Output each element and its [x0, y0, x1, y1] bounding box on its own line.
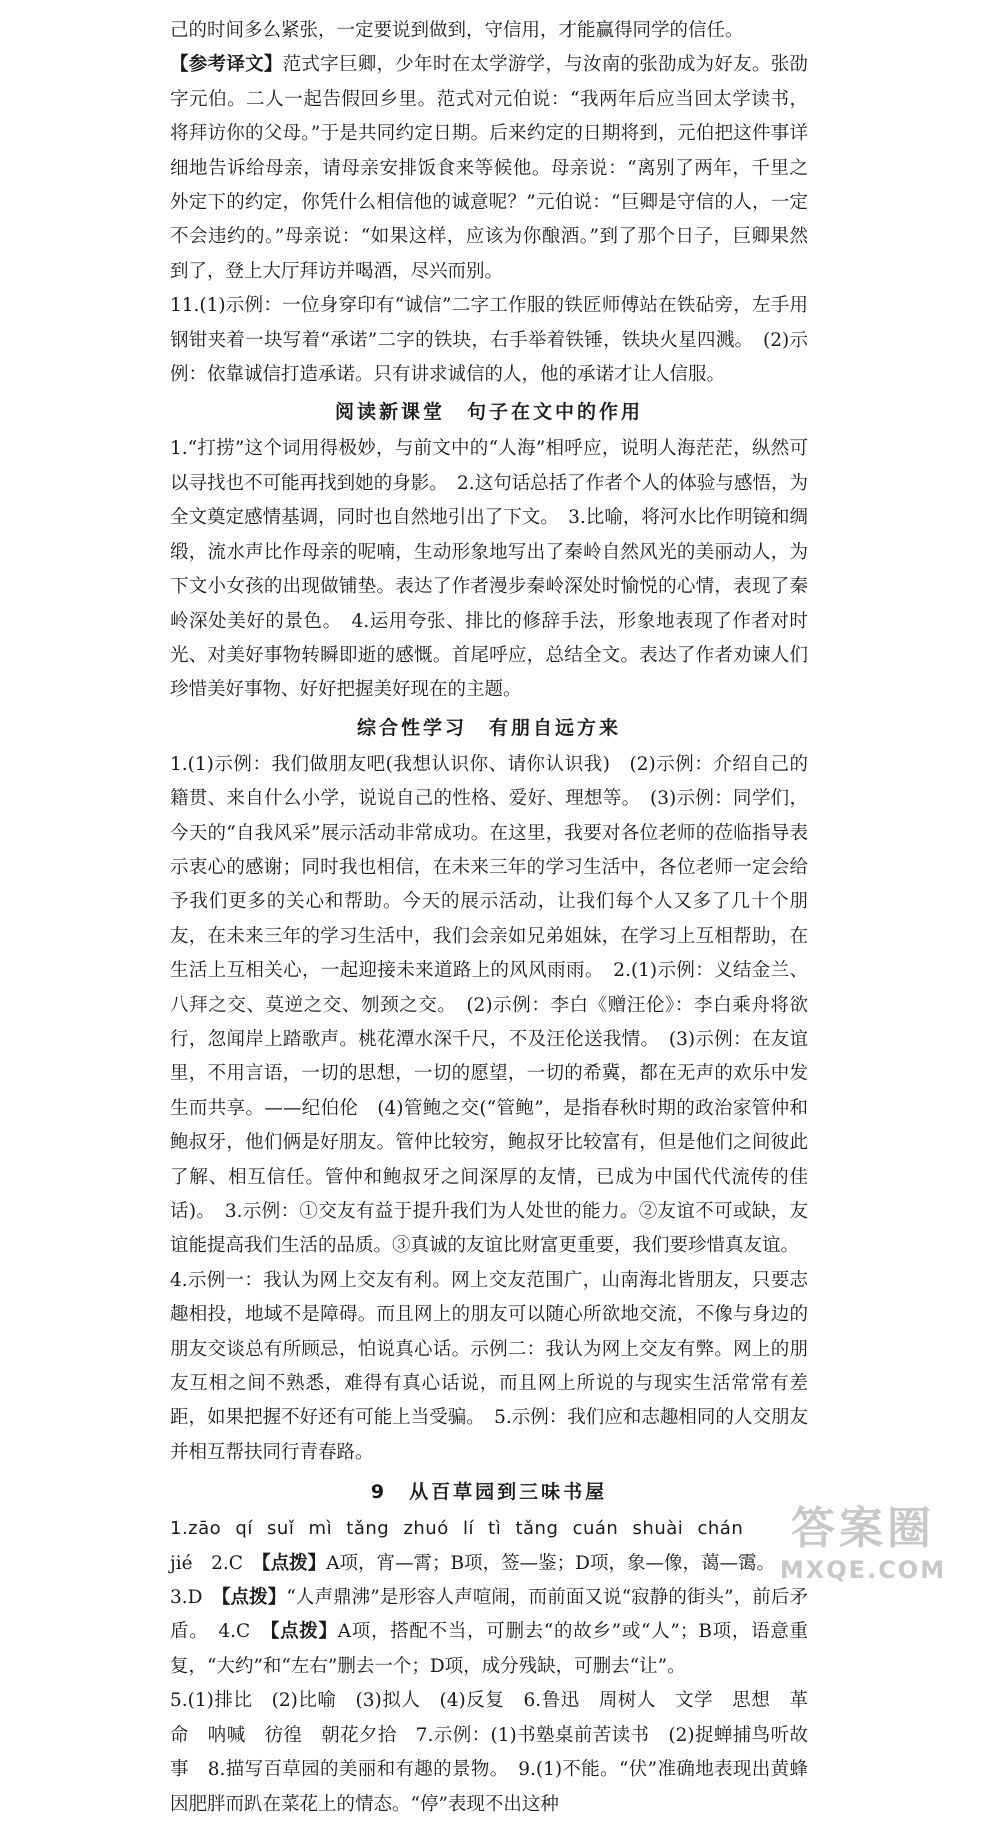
answer-paragraph: 5.(1)排比 (2)比喻 (3)拟人 (4)反复 6.鲁迅 周树人 文学 思想 革命 呐喊 彷徨 朝花夕拾 7.示例：(1)书塾桌前苦读书 (2)捉蝉捕鸟听故事 8.描写百草园的美丽和有趣的景物。 9.(1)不能。“伏”准确地表现出黄蜂因肥胖而趴在菜花上的情态。“停”表现不出这种 — [170, 1690, 808, 1815]
answer-paragraph: 1.(1)示例：我们做朋友吧(我想认识你、请你认识我) (2)示例：介绍自己的籍贯、来自什么小学，说说自己的性格、爱好、理想等。 (3)示例：同学们，今天的“自我风采”展示活动非常成功。在这里，我要对各位老师的莅临指导表示衷心的感谢；同时我也相信，在未来三年的学习生活中，各位老师一定会给予我们更多的关心和帮助。今天的展示活动，让我们每个人又多了几十个朋友，在未来三年的学习生活中，我们会亲如兄弟姐妹，在学习上互相帮助，在生活上互相关心，一起迎接未来道路上的风风雨雨。 2.(1)示例：义结金兰、八拜之交、莫逆之交、刎颈之交。 (2)示例：李白《赠汪伦》：李白乘舟将欲行，忽闻岸上踏歌声。桃花潭水深千尺，不及汪伦送我情。 (3)示例：在友谊里，不用言语，一切的思想，一切的愿望，一切的希冀，都在无声的欢乐中发生而共享。——纪伯伦 (4)管鲍之交(“管鲍”，是指春秋时期的政治家管仲和鲍叔牙，他们俩是好朋友。管仲比较穷，鲍叔牙比较富有，但是他们之间彼此了解、相互信任。管仲和鲍叔牙之间深厚的友情，已成为中国代代流传的佳话)。 3.示例：①交友有益于提升我们为人处世的能力。②友谊不可或缺，友谊能提高我们生活的品质。③真诚的友谊比财富更重要，我们要珍惜真友谊。 — [170, 753, 808, 1257]
pinyin-answer: 1.zāo qí suǐ mì tǎng zhuó lí tì tǎng cuán shuài chán — [170, 1518, 744, 1540]
answer-paragraph: 4.示例一：我认为网上交友有利。网上交友范围广，山南海北皆朋友，只要志趣相投，地域不是障碍。而且网上的朋友可以随心所欲地交流，不像与身边的朋友交谈总有所顾忌，怕说真心话。示例二：我认为网上交友有弊。网上的朋友互相之间不熟悉，难得有真心话说，而且网上所说的与现实生活常常有差距，如果把握不好还有可能上当受骗。 5.示例：我们应和志趣相同的人交朋友并相互帮扶同行青春路。 — [170, 1269, 808, 1463]
watermark-url: MXQE.COM — [779, 1556, 947, 1584]
watermark-title: 答案圈 — [791, 1503, 935, 1554]
answer-paragraph: 1.“打捞”这个词用得极妙，与前文中的“人海”相呼应，说明人海茫茫，纵然可以寻找也不可能再找到她的身影。 2.这句话总括了作者个人的体验与感悟，为全文奠定感情基调，同时也自然地引出了下文。 3.比喻，将河水比作明镜和绸缎，流水声比作母亲的呢喃，生动形象地写出了秦岭自然风光的美丽动人，为下文小女孩的出现做铺垫。表达了作者漫步秦岭深处时愉悦的心情，表现了秦岭深处美好的景色。 4.运用夸张、排比的修辞手法，形象地表现了作者对时光、对美好事物转瞬即逝的感慨。首尾呼应，总结全文。表达了作者劝谏人们珍惜美好事物、好好把握美好现在的主题。 — [170, 438, 808, 701]
section-heading: 综合性学习 有朋自远方来 — [356, 716, 621, 739]
answer-text: “人声鼎沸”是形容人声喧闹，而前面又说“寂静的街头”，前后矛盾。 4.C — [170, 1587, 808, 1643]
answer-text: jié 2.C — [170, 1552, 262, 1574]
answer-text: A项，搭配不当，可删去“的故乡”或“人”；B项，语意重复，“大约”和“左右”删去一个；D项，成分残缺，可删去“让”。 — [170, 1621, 808, 1677]
section-heading: 阅读新课堂 句子在文中的作用 — [334, 401, 643, 424]
answer-text: 3.D — [170, 1587, 222, 1609]
hint-tag: 【点拨】 — [270, 1621, 338, 1643]
answer-paragraph — [170, 1581, 808, 1684]
answer-paragraph: 11.(1)示例：一位身穿印有“诚信”二字工作服的铁匠师傅站在铁砧旁，左手用钢钳夹着一块写着“承诺”二字的铁块，右手举着铁锤，铁块火星四溅。 (2)示例：依靠诚信打造承诺。只有讲求诚信的人，他的承诺才让人信服。 — [170, 295, 808, 386]
answer-text: A项，宵—霄；B项，签—鉴；D项，象—像，蔼—霭。 — [326, 1552, 775, 1574]
hint-tag: 【点拨】 — [261, 1552, 327, 1574]
answer-paragraph: 己的时间多么紧张，一定要说到做到，守信用，才能赢得同学的信任。 — [170, 20, 744, 41]
section-heading: 9 从百草园到三味书屋 — [370, 1481, 608, 1504]
answer-page — [170, 14, 808, 1822]
answer-paragraph — [170, 1547, 808, 1581]
watermark-logo — [753, 1502, 973, 1594]
translation-text: 范式字巨卿，少年时在太学游学，与汝南的张劭成为好友。张劭字元伯。二人一起告假回乡里。范式对元伯说：“我两年后应当回太学读书，将拜访你的父母。”于是共同约定日期。后来约定的日期将到，元伯把这件事详细地告诉给母亲，请母亲安排饭食来等候他。母亲说：“离别了两年，千里之外定下的约定，你凭什么相信他的诚意呢？”元伯说：“巨卿是守信的人，一定不会违约的。”母亲说：“如果这样，应该为你酿酒。”到了那个日子，巨卿果然到了，登上大厅拜访并喝酒，尽兴而别。 — [170, 54, 808, 282]
hint-tag: 【点拨】 — [221, 1587, 287, 1609]
translation-tag: 【参考译文】 — [170, 54, 283, 76]
answer-paragraph — [170, 48, 808, 289]
